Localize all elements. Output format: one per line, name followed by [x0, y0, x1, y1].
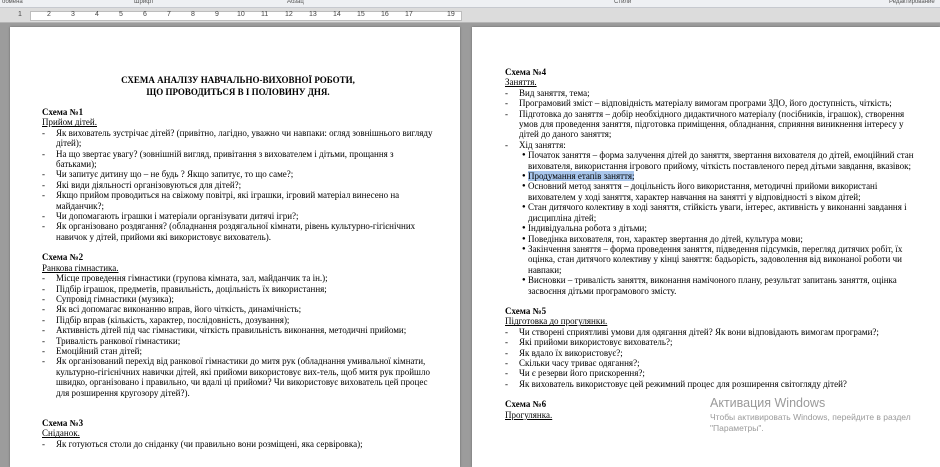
- bullet-item: ● Початок заняття – форма залучення дітей до заняття, звертання вихователя до дітей, емоційний стан вихователя, використання ігрового прийому, чіткість поставленого перед дітьми завдання, вказівок;: [505, 150, 925, 171]
- list-item: - Як вихователь зустрічає дітей? (привітно, лагідно, уважно чи навпаки: огляд зовнішнього вигляду дітей);: [42, 128, 434, 149]
- ruler-number: 8: [191, 11, 195, 18]
- ruler-number: 19: [447, 11, 455, 18]
- list-item: - Як всі допомагає виконанню вправ, його чіткість, динамічність;: [42, 304, 434, 314]
- ruler-number: 10: [237, 11, 245, 18]
- ruler-number: 11: [261, 11, 269, 18]
- list-item: - Підготовка до заняття – добір необхідного дидактичного матеріалу (посібників, іграшок), створення умов для проведення заняття, підготовка приміщення, обладнання, сприяння виникнення інтересу у дітей до даного заняття;: [505, 109, 925, 140]
- ribbon-group-labels: [0, 0, 940, 8]
- list-item: - Хід заняття:: [505, 140, 925, 150]
- ruler-number: 13: [309, 11, 317, 18]
- list-item: - Чи є резерви його прискорення?;: [505, 368, 925, 378]
- bullet-item: [505, 171, 925, 181]
- ruler-number: 15: [357, 11, 365, 18]
- ruler-number: 3: [71, 11, 75, 18]
- ruler-number: 4: [95, 11, 99, 18]
- bullet-item: ● Поведінка вихователя, тон, характер звертання до дітей, культура мови;: [505, 234, 925, 244]
- ribbon-font-label: Шрифт: [134, 0, 154, 5]
- scheme-heading: Схема №1: [42, 107, 84, 117]
- scheme-heading: Схема №6: [505, 399, 547, 410]
- ribbon-paragraph-label: Абзац: [287, 0, 304, 5]
- list-item: - Супровід гімнастики (музика);: [42, 294, 434, 304]
- ruler-number: 2: [47, 11, 51, 18]
- list-item: - Як організовано роздягання? (обладнання роздягальної кімнати, рівень культурно-гігієнічних навичок у дітей, прийоми які використовує вихователь).: [42, 221, 434, 242]
- ruler-number: 7: [167, 11, 171, 18]
- windows-activation-watermark: [710, 396, 940, 434]
- scheme-heading: Схема №5: [505, 305, 547, 316]
- scheme-heading: Схема №2: [42, 252, 84, 263]
- ruler-number: 14: [333, 11, 341, 18]
- bullet-item: ● Індивідуальна робота з дітьми;: [505, 223, 925, 233]
- scheme-heading: Схема №3: [42, 417, 84, 428]
- document-title: СХЕМА АНАЛІЗУ НАВЧАЛЬНО-ВИХОВНОЇ РОБОТИ, ЩО ПРОВОДИТЬСЯ В І ПОЛОВИНУ ДНЯ.: [121, 75, 355, 97]
- ribbon-clipboard-label: обмена: [2, 0, 23, 5]
- scheme-subtitle: Підготовка до прогулянки.: [505, 316, 608, 327]
- list-item: - Місце проведення гімнастики (групова кімната, зал, майданчик та ін.);: [42, 273, 434, 283]
- list-item: - Як готуються столи до сніданку (чи правильно вони розміщені, яка сервіровка);: [42, 439, 434, 449]
- list-item: - Якщо прийом проводиться на свіжому повітрі, які іграшки, ігровий матеріал винесено на майданчик?;: [42, 190, 434, 211]
- scheme-subtitle: Прийом дітей.: [42, 117, 97, 128]
- scheme-subtitle: Сніданок.: [42, 428, 80, 439]
- document-page-1[interactable]: [10, 27, 460, 467]
- scheme-subtitle: Заняття.: [505, 77, 537, 88]
- horizontal-ruler[interactable]: [0, 8, 940, 23]
- list-item: - Як організований перехід від ранкової гімнастики до митя рук (обладнання умивальної кімнати, культурно-гігієнічних навички дітей, які прийоми використовує вих-тель, щоб митя рук пройшло швидко, організовано і правильно, чи вдалі ці прийоми? Чи використовує вихователь цей процес для розширення кругозору дітей?).: [42, 356, 434, 398]
- list-item: - Програмовий зміст – відповідність матеріалу вимогам програми ЗДО, його доступність, чіткість;: [505, 98, 925, 108]
- list-item: - На що звертає увагу? (зовнішній вигляд, привітання з вихователем і дітьми, прощання з батьками);: [42, 149, 434, 170]
- list-item: - Підбір вправ (кількість, характер, послідовність, дозування);: [42, 315, 434, 325]
- ruler-number: 5: [119, 11, 123, 18]
- list-item: - Як вдало їх використовує?;: [505, 348, 925, 358]
- watermark-text: Чтобы активировать Windows, перейдите в раздел "Параметры".: [710, 412, 911, 433]
- list-item: - Скільки часу триває одягання?;: [505, 358, 925, 368]
- list-item: - Як вихователь використовує цей режимний процес для розширення світогляду дітей?: [505, 379, 925, 389]
- page-2-text[interactable]: [505, 67, 925, 420]
- list-item: - Емоційний стан дітей;: [42, 346, 434, 356]
- bullet-item: ● Стан дитячого колективу в ході заняття, стійкість уваги, інтерес, активність у виконанні завдання і дисципліна дітей;: [505, 202, 925, 223]
- bullet-item: ● Висновки – тривалість заняття, виконання намічоного плану, результат запитань заняття, оцінка засвоєння дітьми програмового змісту.: [505, 275, 925, 296]
- watermark-title: Активация Windows: [710, 396, 826, 410]
- list-item: - Які види діяльності організовуються для дітей?;: [42, 180, 434, 190]
- selected-text: Продумання етапів заняття;: [528, 171, 635, 182]
- scheme-subtitle: Ранкова гімнастика.: [42, 262, 119, 273]
- list-item: - Які прийоми використовує вихователь?;: [505, 337, 925, 347]
- ribbon-editing-label: Редактирование: [889, 0, 935, 5]
- ruler-number: 9: [215, 11, 219, 18]
- list-item: - Чи допомагають іграшки і матеріали організувати дитячі ігри?;: [42, 211, 434, 221]
- list-item: - Чи створені сприятливі умови для одягання дітей? Як вони відповідають вимогам програми?;: [505, 327, 925, 337]
- bullet-item: ● Основний метод заняття – доцільність його використання, методичні прийоми використані вихователем у ході заняття, характер навчання на занятті у відповідності з віком дітей;: [505, 181, 925, 202]
- list-item: - Тривалість ранкової гімнастики;: [42, 336, 434, 346]
- list-item: - Чи запитує дитину що – не будь ? Якщо запитує, то що саме?;: [42, 169, 434, 179]
- ruler-number: 17: [405, 11, 413, 18]
- ruler-number: 6: [143, 11, 147, 18]
- list-item: - Активність дітей під час гімнастики, чіткість правильність виконання, методичні прийоми;: [42, 325, 434, 335]
- scheme-heading: Схема №4: [505, 67, 547, 77]
- ribbon-styles-label: Стили: [614, 0, 632, 5]
- ruler-number: 1: [18, 11, 22, 18]
- list-item: - Підбір іграшок, предметів, правильність, доцільність їх використання;: [42, 284, 434, 294]
- ruler-number: 16: [381, 11, 389, 18]
- bullet-item: ● Закінчення заняття – форма проведення заняття, підведення підсумків, перегляд дитячих робіт, їх оцінка, стан дитячого колективу у кінці заняття: бадьорість, задоволення від виконаної роботи чи навпаки;: [505, 244, 925, 275]
- page-1-text[interactable]: [42, 75, 434, 449]
- scheme-subtitle: Прогулянка.: [505, 409, 553, 420]
- ruler-number: 12: [285, 11, 293, 18]
- list-item: - Вид заняття, тема;: [505, 88, 925, 98]
